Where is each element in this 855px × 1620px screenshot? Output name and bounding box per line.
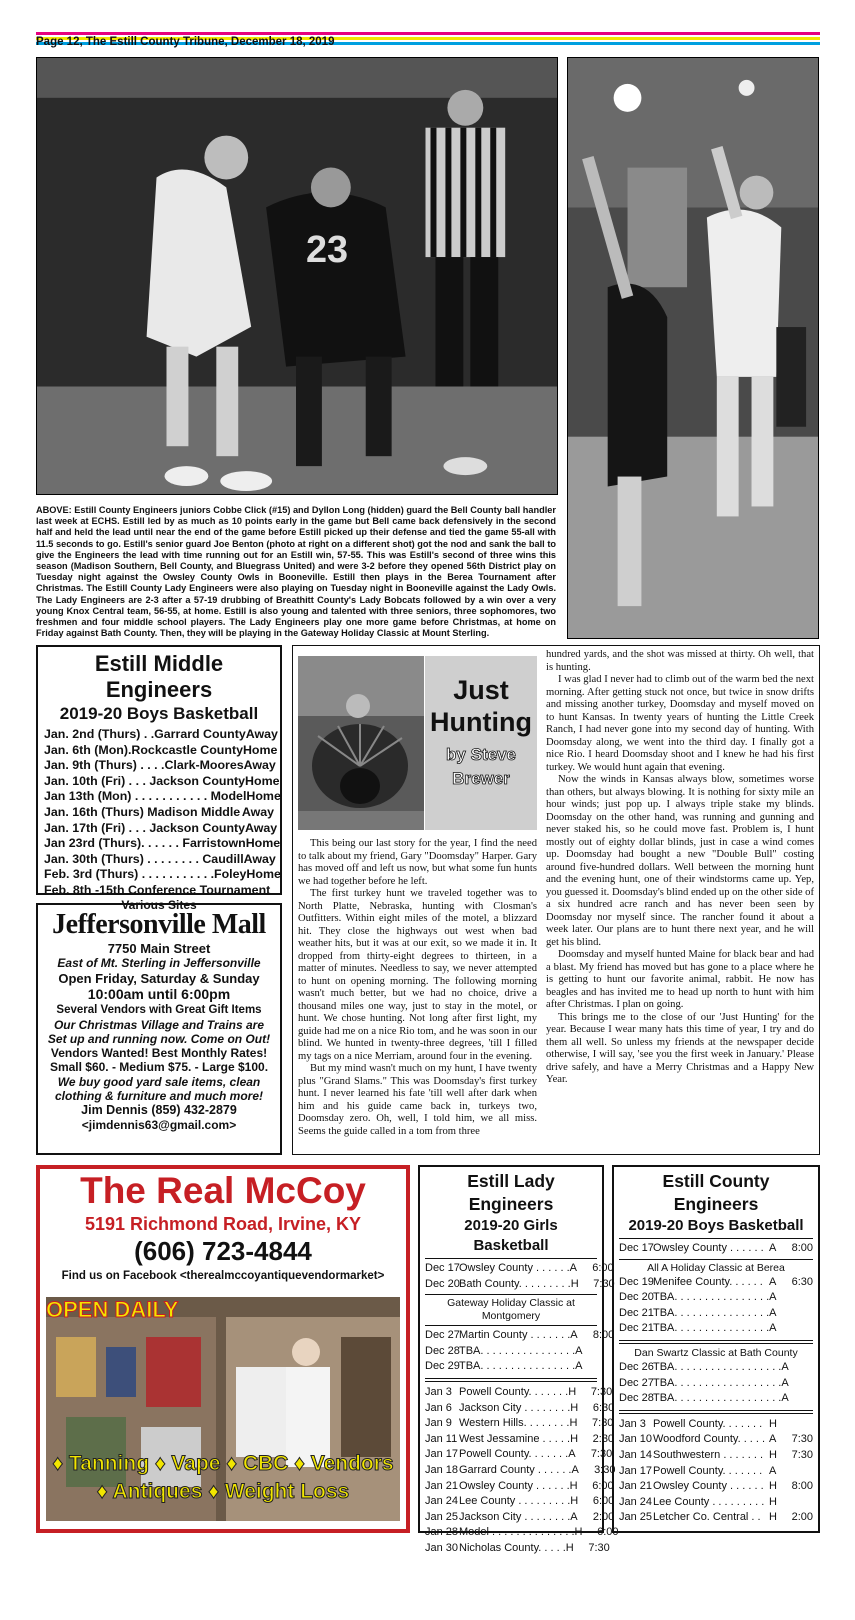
schedule-row <box>44 867 281 883</box>
basketball-photo-shot <box>567 57 819 639</box>
game-row <box>619 1448 813 1464</box>
game-opponent: Powell County. . . . . . . <box>459 1385 569 1398</box>
boys-group-3 <box>619 1360 813 1407</box>
schedule-location: Away <box>243 758 276 773</box>
schedule-opponent: Jan. 6th (Mon).Rockcastle County <box>44 742 243 757</box>
column-paragraph: The first turkey hunt we traveled together was to North Platte, Nebraska, hunting with Closman's Outfitters. Within eight miles of the motel, a blizzard hit. They close the highways out west when bad weather hits, but it was at our exit, so we made it in. It dropped from thirty-eight degrees to thirteen, in a matter of minutes. Needless to say, we never attempted to hunt on opening morning. The following morning wasn't much better, but we had no choice, drive a thousand miles one way, just to stay in the motel, or hunt. We chose hunting. Not long after first light, my guide had me on a nice Rio tom, and he was soon in our blind. We hunted in twenty-three degrees, 'till I filled my tags on a nice Merriam, around four in the evening. <box>298 888 537 1062</box>
game-home-away: A <box>575 1344 583 1357</box>
schedule-location: Home <box>242 742 278 757</box>
game-row <box>619 1275 813 1291</box>
game-date: Jan 25 <box>619 1511 653 1524</box>
game-opponent: Owsley County . . . . . . <box>653 1242 764 1254</box>
game-home-away: H <box>570 1495 579 1508</box>
game-opponent: TBA. . . . . . . . . . . . . . . . <box>653 1306 770 1319</box>
middle-school-schedule <box>36 645 282 912</box>
schedule-row <box>44 727 278 743</box>
game-row <box>425 1277 615 1293</box>
game-home-away: H <box>569 1417 578 1430</box>
game-date: Jan 24 <box>425 1495 459 1508</box>
game-row <box>619 1417 813 1433</box>
schedule-location: Home <box>246 867 281 882</box>
game-time: 6:00 <box>592 1479 614 1492</box>
game-opponent: Martin County . . . . . . . <box>459 1329 571 1342</box>
schedule-row <box>44 742 278 759</box>
basketball-photo-main <box>36 57 558 495</box>
game-date: Dec 17 <box>619 1242 654 1254</box>
game-date: Jan 17 <box>425 1448 459 1461</box>
game-date: Dec 21 <box>619 1322 654 1335</box>
game-opponent: TBA. . . . . . . . . . . . . . . . <box>459 1360 576 1373</box>
game-time: 8:00 <box>592 1329 615 1342</box>
game-time: 7:30 <box>791 1448 813 1461</box>
column-paragraph: I was glad I never had to climb out of the warm bed the next morning. After getting stuck not once, but twice in snow drifts and missing another turkey, Doomsday and myself moved on to hunt Kansas. In twenty years of hunting the Little Creek Ranch, I had never gone into my second day of hunting. With Doomsday along, we went into the third day. I finally got a nice Rio. I heard Doomsday shoot and I knew he had his first turkey. We would hunt again that evening. <box>546 674 814 773</box>
game-row <box>425 1479 614 1495</box>
game-home-away: A <box>769 1291 777 1304</box>
column-text-right <box>546 649 814 1087</box>
mccoy-address: 5191 Richmond Road, Irvine, KY <box>84 1214 362 1234</box>
game-opponent: West Jessamine . . . . . <box>459 1432 571 1445</box>
game-home-away: H <box>565 1541 574 1554</box>
game-date: Dec 27 <box>425 1329 460 1342</box>
game-opponent: Bath County. . . . . . . . . <box>459 1277 571 1290</box>
game-row <box>425 1510 615 1526</box>
game-time: 6:30 <box>592 1401 615 1414</box>
boys-group-4 <box>619 1417 813 1526</box>
game-time: 6:00 <box>592 1495 615 1508</box>
game-home-away: A <box>570 1510 578 1523</box>
game-time <box>795 1391 825 1407</box>
game-row <box>425 1385 613 1401</box>
game-time: 6:00 <box>592 1262 614 1274</box>
game-home-away: A <box>769 1275 777 1288</box>
mccoy-services-2: ♦ Antiques ♦ Weight Loss <box>96 1480 350 1503</box>
schedule-opponent: Jan 13th (Mon) . . . . . . . . . . . Model <box>44 789 247 804</box>
game-time: 7:30 <box>791 1433 813 1446</box>
game-opponent: Letcher Co. Central . . <box>653 1511 761 1524</box>
game-time <box>795 1360 825 1376</box>
page-header: Page 12, The Estill County Tribune, December 18, 2019 <box>36 36 335 48</box>
game-home-away: H <box>769 1480 777 1493</box>
game-time: 8:00 <box>791 1242 813 1254</box>
game-home-away: A <box>769 1306 777 1319</box>
column-paragraph: Now the winds in Kansas always blow, sometimes worse than others, but always blowing. It is nothing for sixty mile an hour winds; just pop up. I always triple stake my blinds. Doomsday on the other hand, was running and gunning and never staked his, so he could move fast. Problem is, I hunt mostly out of eighty dollar blinds, just in case a wind comes up. Doomsday had bought a new "Double Bull" costing around five-hundred dollars. Well between the morning hunt and the evening hunt, one of their windstorms came up. Yep, you guessed it. Doomsday's blind ended up on the other side of a six hundred acre ranch and has never been seen by Doomsday nor myself since. The rancher found it about a week later. Our plans are to hunt there next year, and he will get his blind. <box>546 774 814 948</box>
game-row <box>425 1261 614 1277</box>
game-opponent: Jackson City . . . . . . . . <box>459 1510 571 1523</box>
game-time: 8:00 <box>791 1480 813 1493</box>
schedule-row <box>44 852 274 868</box>
game-row <box>619 1241 813 1257</box>
boys-group-1 <box>619 1241 813 1257</box>
game-time: 6:00 <box>597 1526 619 1539</box>
game-date: Dec 28 <box>425 1344 460 1357</box>
game-date: Jan 30 <box>425 1541 459 1554</box>
game-row <box>619 1391 813 1407</box>
game-opponent: TBA. . . . . . . . . . . . . . . . . . <box>653 1376 782 1389</box>
girls-group-2 <box>425 1328 615 1375</box>
mall-buy-1: We buy good yard sale items, clean <box>57 1075 261 1089</box>
game-time: 3:30 <box>594 1463 616 1476</box>
game-row <box>425 1494 615 1510</box>
game-row <box>619 1464 813 1480</box>
game-date: Dec 28 <box>619 1392 654 1405</box>
schedule-opponent: Feb. 3rd (Thurs) . . . . . . . . . . .Foley <box>44 867 247 882</box>
schedule-row <box>44 805 274 821</box>
column-text-left <box>298 838 537 1138</box>
game-opponent: Owsley County . . . . . . <box>459 1262 570 1274</box>
game-opponent: TBA. . . . . . . . . . . . . . . . . . <box>653 1360 782 1373</box>
game-home-away: A <box>769 1464 777 1477</box>
game-opponent: TBA. . . . . . . . . . . . . . . . . . <box>653 1392 782 1405</box>
game-row <box>619 1510 813 1526</box>
game-time: 7:30 <box>593 1277 615 1290</box>
game-date: Jan 18 <box>425 1463 459 1476</box>
game-home-away: A <box>569 1262 577 1274</box>
game-time <box>783 1495 813 1511</box>
game-time: 7:30 <box>590 1385 613 1398</box>
game-opponent: Western Hills. . . . . . . . <box>459 1417 570 1430</box>
schedule-opponent: Feb. 8th -15th Conference Tournament <box>44 882 271 897</box>
game-home-away: A <box>769 1433 777 1446</box>
mall-vendors: Several Vendors with Great Gift Items <box>56 1004 262 1016</box>
column-paragraph: Doomsday and myself hunted Maine for black bear and had a blast. My friend has moved but has gone to a place where he is getting to hunt our favorite animal, rabbit. He now has beagles and has invited me to head up north to hunt with him after Christmas. I plan on going. <box>546 949 814 1010</box>
schedule-location: Away <box>243 851 276 866</box>
mccoy-services-1: ♦ Tanning ♦ Vape ♦ CBC ♦ Vendors <box>52 1452 394 1475</box>
game-row <box>619 1432 813 1448</box>
game-time: 7:30 <box>592 1417 614 1430</box>
mccoy-phone: (606) 723-4844 <box>134 1236 312 1266</box>
game-opponent: Powell County. . . . . . . <box>653 1417 763 1430</box>
schedule-opponent: Jan. 30th (Thurs) . . . . . . . . Caudill <box>44 851 244 866</box>
game-time: 7:30 <box>588 1541 610 1554</box>
schedule-opponent: Jan 23rd (Thurs). . . . . . Farristown <box>44 836 246 851</box>
game-date: Jan 24 <box>619 1495 653 1508</box>
game-home-away: A <box>568 1448 576 1461</box>
column-logo <box>425 656 537 830</box>
game-date: Jan 17 <box>619 1464 653 1477</box>
mall-email: <jimdennis63@gmail.com> <box>81 1118 237 1132</box>
game-date: Jan 10 <box>619 1433 653 1446</box>
game-date: Dec 29 <box>425 1360 460 1373</box>
game-home-away: H <box>569 1479 578 1492</box>
game-row <box>619 1290 813 1306</box>
photo-caption: ABOVE: Estill County Engineers juniors Cobbe Click (#15) and Dyllon Long (hidden) guard the Bell County ball handler last week at ECHS. Estill led by as much as 10 points early in the game but Bell came back defensively in the second half and held the lead until near the end of the game before Estill picked up their defense and tied the game 55-all with 11.5 seconds to go. Estill's senior guard Joe Benton (photo at right on a different shot) got the nod and sank the ball to give the Engineers the lead with time running out for an Estill win, 57-55. This was Estill's second of three wins this season (Madison Southern, Bell County, and Bluegrass United) and were 3-2 before they opened 56th District play on Tuesday night against the Owsley County Owls in Booneville. Estill then plays in the Berea Tournament after Christmas. The Estill County Lady Engineers were also playing on Tuesday night in Booneville against the Lady Owls. The Lady Engineers are 2-3 after a 57-19 drubbing of Breathitt County's Lady Bobcats followed by a win over a very young Knox Central team, 56-55, at home. Estill is also young and talented with three seniors, three sophomores, two freshmen and four middle school players. The Lady Engineers play one more game before Christmas, at home on Friday against Bath County. Then, they will be playing in the Gateway Holiday Classic at Mount Sterling. <box>36 505 556 639</box>
column-byline-2: Brewer <box>452 769 510 788</box>
boys-group-2 <box>619 1275 813 1337</box>
game-opponent: Nicholas County. . . . . <box>459 1541 566 1554</box>
game-home-away: H <box>568 1385 577 1398</box>
schedule-location: Away <box>245 820 278 835</box>
game-opponent: Owsley County . . . . . . <box>653 1480 764 1493</box>
game-date: Dec 19 <box>619 1275 654 1288</box>
game-row <box>425 1359 597 1375</box>
game-row <box>425 1541 610 1557</box>
game-opponent: Garrard County . . . . . . <box>459 1463 572 1476</box>
game-date: Jan 6 <box>425 1401 452 1414</box>
game-opponent: TBA. . . . . . . . . . . . . . . . <box>459 1344 576 1357</box>
column-paragraph: This being our last story for the year, I find the need to talk about my friend, Gary "Doomsday" Harper. Gary has moved off and left us now, but what some fun hunts we had together before he left. <box>298 838 537 887</box>
game-time <box>783 1464 813 1480</box>
mall-contact: Jim Dennis (859) 432-2879 <box>81 1103 237 1117</box>
boys-note-2: Dan Swartz Classic at Bath County <box>634 1346 798 1359</box>
mall-address: 7750 Main Street <box>107 941 211 956</box>
game-opponent: Powell County. . . . . . . <box>653 1464 763 1477</box>
column-byline-1: by Steve <box>446 745 516 764</box>
game-row <box>425 1463 616 1479</box>
mall-xmas-1: Our Christmas Village and Trains are <box>53 1018 265 1032</box>
game-date: Jan 21 <box>619 1480 653 1493</box>
game-date: Jan 9 <box>425 1417 452 1430</box>
game-row <box>425 1416 614 1432</box>
game-opponent: Powell County. . . . . . . <box>459 1448 569 1461</box>
game-date: Dec 17 <box>425 1262 460 1274</box>
game-home-away: A <box>575 1360 583 1373</box>
game-opponent: Lee County . . . . . . . . . <box>459 1495 571 1508</box>
game-date: Jan 25 <box>425 1510 459 1523</box>
boys-note-1: All A Holiday Classic at Berea <box>647 1261 785 1274</box>
schedule-row <box>44 789 281 805</box>
mall-buy-2: clothing & furniture and much more! <box>54 1089 263 1103</box>
column-photo <box>298 656 424 830</box>
game-opponent: Southwestern . . . . . . . <box>653 1448 764 1461</box>
game-time <box>783 1321 813 1337</box>
game-time: 2:00 <box>791 1511 813 1524</box>
column-paragraph: But my mind wasn't much on my hunt, I have twenty plus "Grand Slams." This was Doomsday's first turkey hunt. I never learned his fate 'till well after dark when him and his guide came back in, turkeys two, Doomsday zero. Oh, well, I told him, we all miss. Seems the guide called in a tom from three <box>298 1063 537 1137</box>
game-date: Jan 11 <box>425 1432 458 1445</box>
game-time <box>783 1290 813 1306</box>
boys-schedule <box>612 1165 820 1533</box>
schedule-row <box>44 758 274 774</box>
schedule-opponent: Jan. 9th (Thurs) . . . .Clark-Moores <box>44 758 244 773</box>
schedule-location: Away <box>241 804 274 819</box>
schedule-opponent: Jan. 10th (Fri) . . . Jackson County <box>44 773 246 788</box>
game-home-away: A <box>571 1463 579 1476</box>
girls-group-3 <box>425 1385 619 1557</box>
game-row <box>425 1432 615 1448</box>
game-date: Dec 20 <box>619 1291 654 1304</box>
schedule-location: Home <box>245 836 281 851</box>
game-row <box>619 1479 813 1495</box>
game-time: 2:30 <box>592 1432 615 1445</box>
middle-school-subtitle: 2019-20 Boys Basketball <box>59 704 259 723</box>
game-date: Jan 21 <box>425 1479 459 1492</box>
game-home-away: A <box>781 1376 789 1389</box>
game-home-away: H <box>570 1401 579 1414</box>
middle-school-title: Estill Middle Engineers <box>94 651 224 702</box>
mccoy-name: The Real McCoy <box>80 1170 366 1211</box>
game-home-away: H <box>574 1526 583 1539</box>
column-paragraph: This brings me to the close of our 'Just Hunting' for the year. Because I wear many hats this time of year, I try and do them all well. So unless my friends at the newspaper decide otherwise, I will say, 'see you the first week in January.' Please drive safely, and have a Merry Christmas and a Happy New Year. <box>546 1011 814 1085</box>
svg-text:23: 23 <box>305 229 349 272</box>
girls-schedule <box>418 1165 619 1554</box>
game-row <box>619 1360 813 1376</box>
schedule-row <box>44 820 278 837</box>
schedule-row <box>44 773 280 790</box>
girls-note: Gateway Holiday Classic at Montgomery <box>447 1297 575 1323</box>
game-date: Dec 26 <box>619 1360 654 1373</box>
jeffersonville-mall-ad <box>36 903 282 1155</box>
schedule-location: Home <box>246 789 281 804</box>
game-opponent: Owsley County . . . . . . <box>459 1479 570 1492</box>
game-row <box>619 1376 813 1392</box>
game-home-away: A <box>769 1322 777 1335</box>
game-opponent: Woodford County. . . . . <box>653 1433 766 1446</box>
game-time <box>795 1376 825 1392</box>
game-opponent: TBA. . . . . . . . . . . . . . . . <box>653 1291 770 1304</box>
game-home-away: H <box>769 1511 777 1524</box>
game-time: 7:30 <box>590 1448 613 1461</box>
game-home-away: A <box>570 1329 578 1342</box>
mccoy-facebook: Find us on Facebook <therealmccoyantiquevendormarket> <box>61 1270 385 1282</box>
game-row <box>425 1447 613 1463</box>
game-row <box>619 1321 813 1337</box>
game-opponent: Menifee County. . . . . . <box>653 1275 763 1288</box>
schedule-location: Home <box>245 773 280 788</box>
game-home-away: H <box>769 1417 777 1430</box>
mall-wanted: Vendors Wanted! Best Monthly Rates! <box>50 1046 268 1060</box>
game-time <box>783 1306 813 1322</box>
game-row <box>425 1328 615 1344</box>
game-date: Dec 21 <box>619 1306 654 1319</box>
game-home-away: H <box>769 1495 777 1508</box>
game-home-away: A <box>769 1242 777 1254</box>
game-row <box>425 1401 615 1417</box>
mall-hours: 10:00am until 6:00pm <box>87 986 231 1002</box>
game-home-away: H <box>769 1448 777 1461</box>
schedule-row <box>44 836 281 852</box>
middle-school-rows <box>44 727 281 899</box>
boys-title: Estill County Engineers <box>662 1171 770 1214</box>
game-row <box>425 1344 597 1360</box>
mall-name: Jeffersonville Mall <box>52 909 266 940</box>
girls-subtitle: 2019-20 Girls Basketball <box>464 1217 558 1254</box>
game-time: 6:30 <box>791 1275 813 1288</box>
game-home-away: A <box>781 1392 789 1405</box>
mall-rates: Small $60. - Medium $75. - Large $100. <box>49 1060 269 1074</box>
game-row <box>619 1495 813 1511</box>
game-opponent: Jackson City . . . . . . . . <box>459 1401 571 1414</box>
game-date: Jan 14 <box>619 1448 653 1461</box>
game-opponent: Model . . . . . . . . . . . . . . <box>459 1526 575 1539</box>
real-mccoy-ad <box>36 1165 410 1533</box>
mall-location: East of Mt. Sterling in Jeffersonville <box>57 956 261 970</box>
schedule-opponent: Jan. 2nd (Thurs) . .Garrard County <box>44 727 246 741</box>
game-row <box>425 1525 619 1541</box>
game-date: Dec 27 <box>619 1376 654 1389</box>
game-opponent: TBA. . . . . . . . . . . . . . . . <box>653 1322 770 1335</box>
column-paragraph: hundred yards, and the shot was missed at thirty. Oh well, that is hunting. <box>546 649 814 673</box>
middle-school-last-line: Various Sites <box>121 897 197 912</box>
game-home-away: H <box>570 1432 579 1445</box>
column-title-2: Hunting <box>430 707 532 737</box>
mccoy-open-daily: OPEN DAILY <box>46 1297 179 1322</box>
mall-days: Open Friday, Saturday & Sunday <box>58 971 260 986</box>
game-date: Jan 3 <box>619 1417 646 1430</box>
mall-xmas-2: Set up and running now. Come on Out! <box>47 1032 271 1046</box>
schedule-location: Away <box>245 727 278 741</box>
game-date: Jan 28 <box>425 1526 459 1539</box>
game-row <box>619 1306 813 1322</box>
game-date: Jan 3 <box>425 1385 452 1398</box>
game-home-away: A <box>781 1360 789 1373</box>
column-title-1: Just <box>453 675 509 705</box>
game-home-away: H <box>570 1277 579 1290</box>
game-time <box>783 1417 813 1433</box>
game-time: 2:00 <box>592 1510 615 1523</box>
schedule-opponent: Jan. 16th (Thurs) Madison Middle <box>44 804 241 819</box>
game-opponent: Lee County . . . . . . . . . <box>653 1495 765 1508</box>
schedule-row <box>44 883 274 899</box>
girls-group-1 <box>425 1261 615 1292</box>
schedule-opponent: Jan. 17th (Fri) . . . Jackson County <box>44 820 246 835</box>
game-date: Dec 20 <box>425 1277 460 1290</box>
boys-subtitle: 2019-20 Boys Basketball <box>628 1217 804 1234</box>
girls-title: Estill Lady Engineers <box>467 1171 555 1214</box>
